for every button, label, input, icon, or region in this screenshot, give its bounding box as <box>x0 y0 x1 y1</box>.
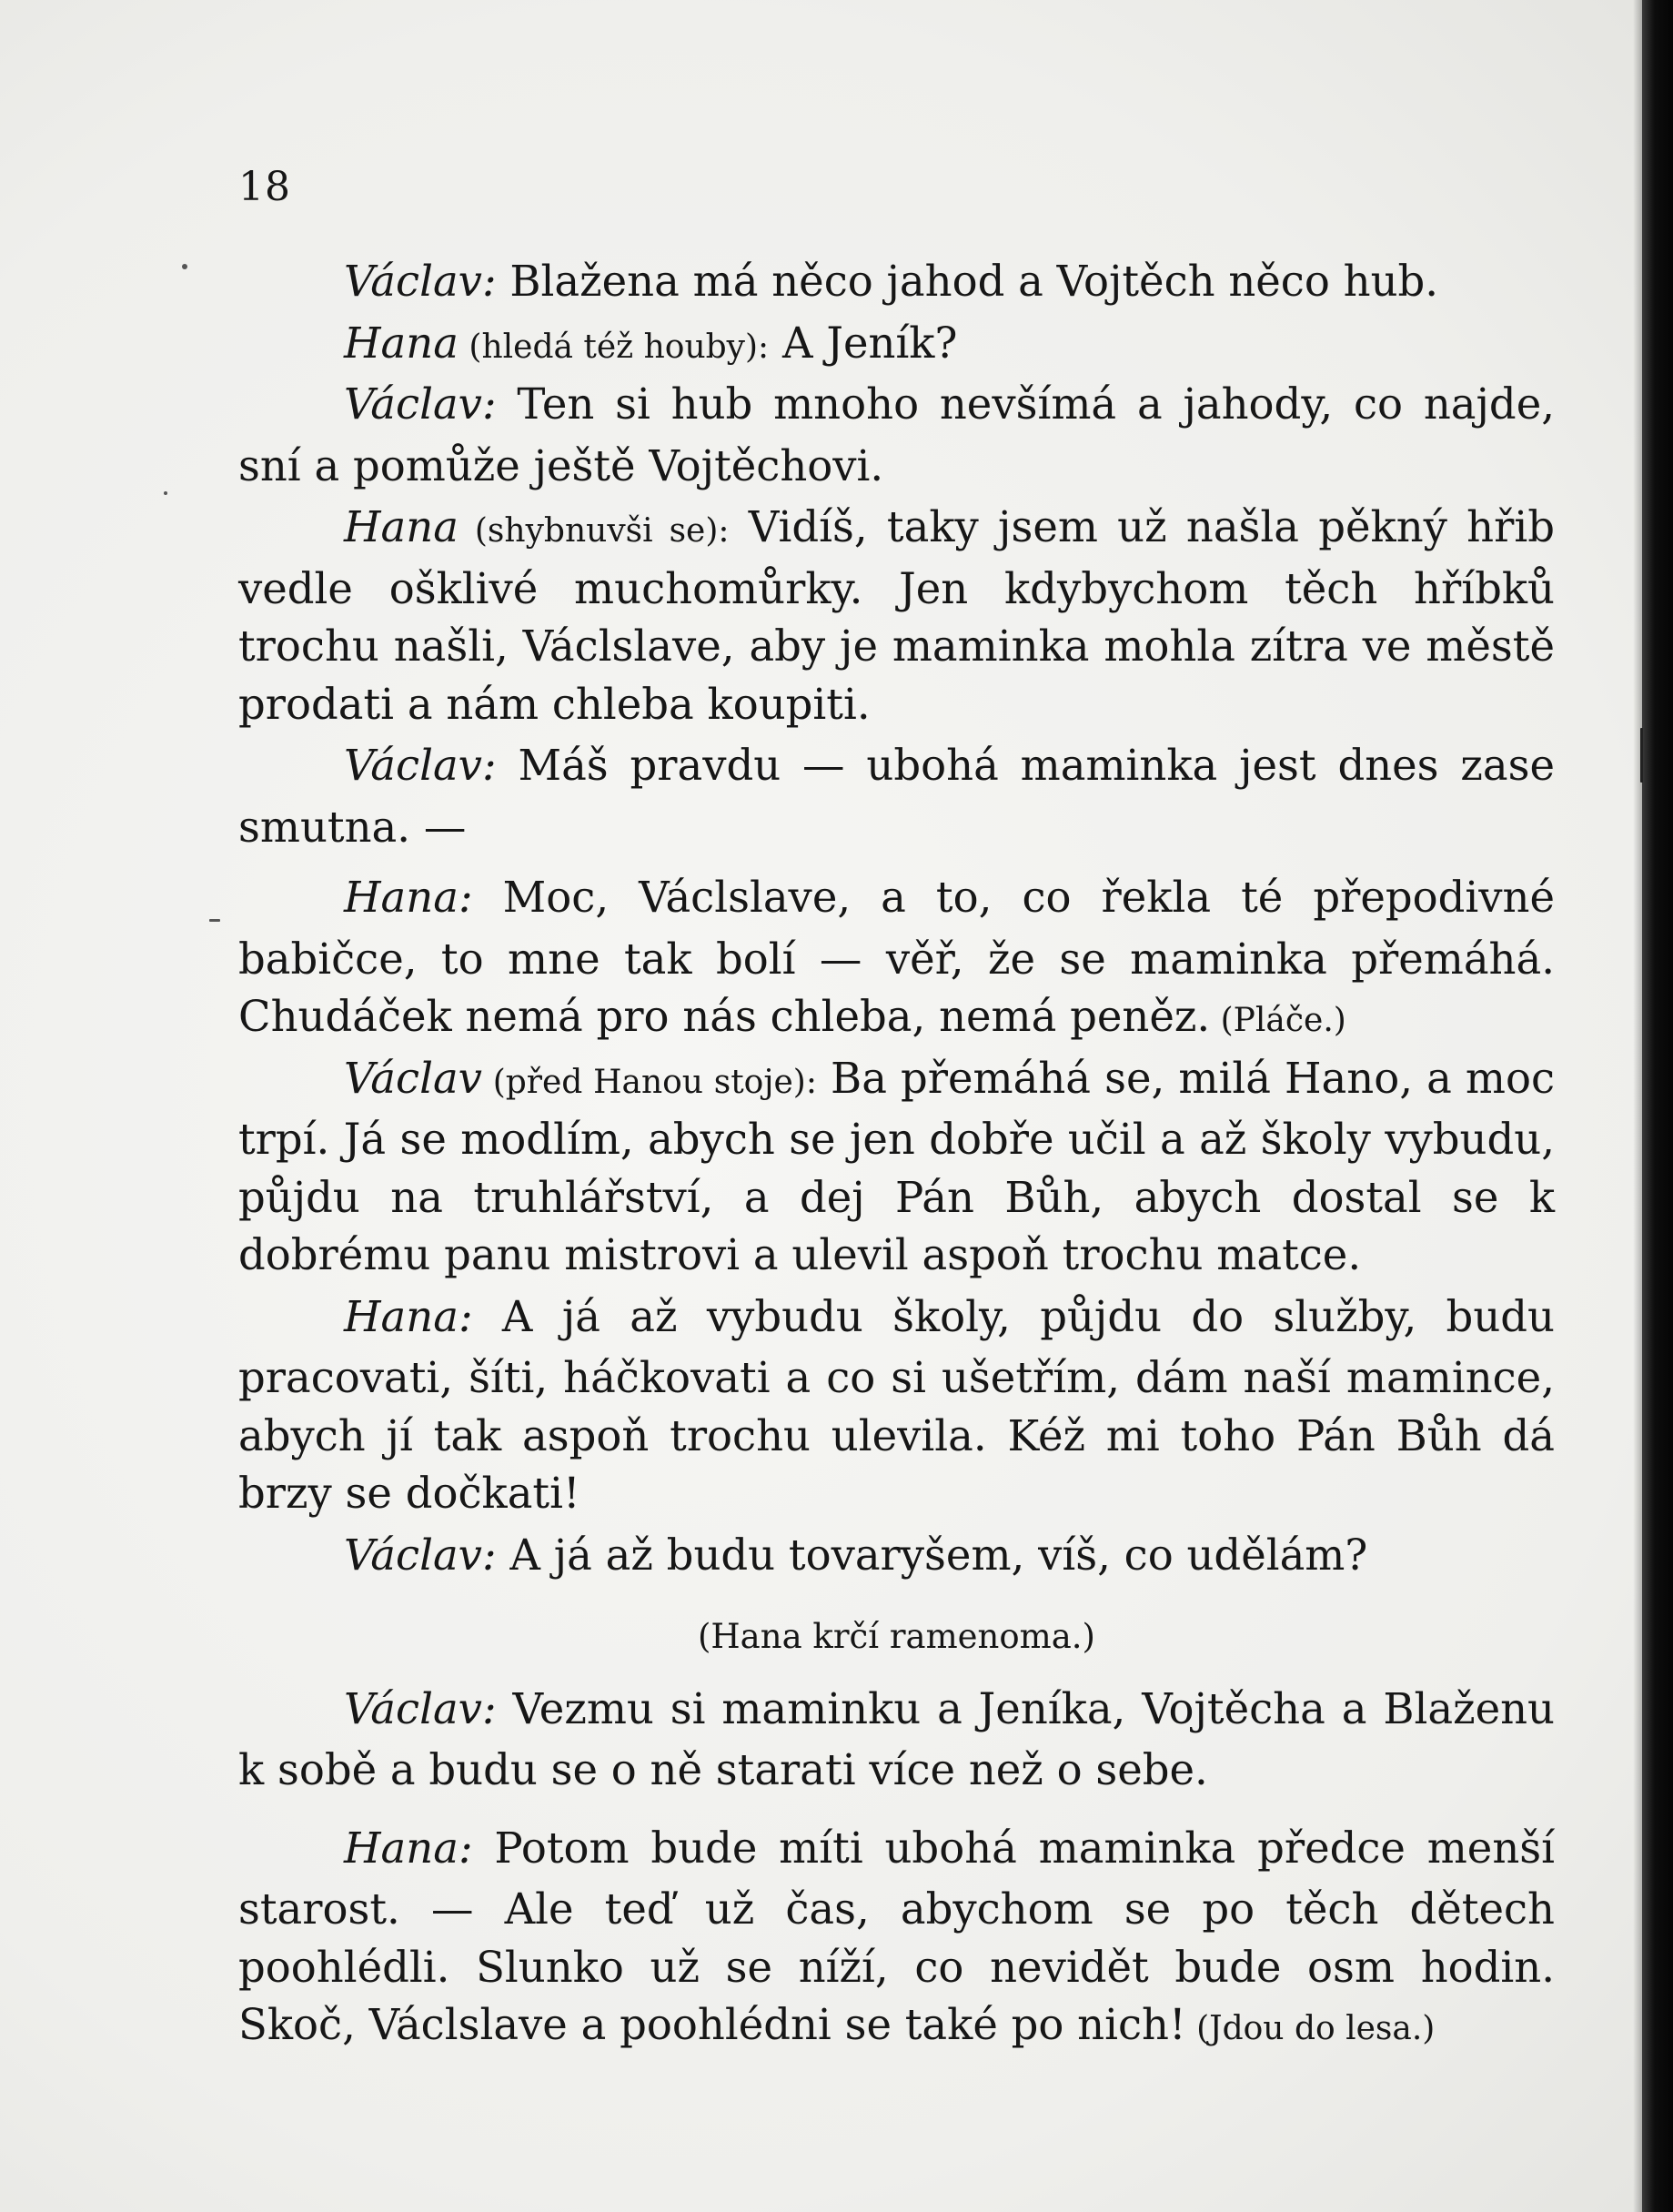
page-edge-shadow <box>1642 0 1673 2212</box>
dialogue-paragraph <box>238 1288 1555 1527</box>
dialogue-line: Vezmu si maminku a Jeníka, Vojtěcha a Blaženu k sobě a budu se o ně starati více než o sebe. <box>238 1683 1555 1794</box>
dialogue-paragraph <box>238 315 1555 377</box>
stage-direction: (shybnuvši se): <box>458 512 730 550</box>
page-edge-gradient <box>1633 0 1642 2212</box>
dialogue-paragraph <box>238 737 1555 860</box>
dialogue-line: Blažena má něco jahod a Vojtěch něco hub. <box>496 257 1439 306</box>
dialogue-paragraph <box>238 869 1555 1050</box>
speaker-name: Václav: <box>344 1530 497 1580</box>
dialogue-line: Ba přemáhá se, milá Hano, a moc trpí. Já se modlím, abych se jen dobře učil a až školy vybudu, půjdu na truhlářství, a dej Pán Bůh, abych dostal se k dobrému panu mistrovi a ulevil aspoň trochu matce. <box>238 1053 1555 1279</box>
dialogue-paragraph <box>238 1050 1555 1288</box>
speaker-name: Hana <box>344 502 459 551</box>
dialogue-line: Ten si hub mnoho nevšímá a jahody, co najde, sní a pomůže ještě Vojtěchovi. <box>238 379 1555 490</box>
dialogue-line: A Jeník? <box>769 318 958 368</box>
dialogue-line: Potom bude míti ubohá maminka předce menší starost. — Ale teď už čas, abychom se po těch dětech poohlédli. Slunko už se níží, co nevidět bude osm hodin. Skoč, Václslave a poohlédni se také po nich! <box>238 1823 1555 2049</box>
centered-stage-direction: (Hana krčí ramenoma.) <box>697 1617 1095 1656</box>
speaker-name: Václav: <box>344 257 497 306</box>
stage-direction: (před Hanou stoje): <box>481 1063 817 1101</box>
dialogue-text <box>238 253 1555 2058</box>
speaker-name: Václav: <box>344 1683 497 1733</box>
scan-speck <box>1640 728 1643 783</box>
speaker-name: Hana: <box>344 1291 473 1341</box>
dialogue-line: Vidíš, taky jsem už našla pěkný hřib vedle ošklivé muchomůrky. Jen kdybychom těch hříbků trochu našli, Václslave, aby je maminka mohla zítra ve městě prodati a nám chleba koupiti. <box>238 502 1555 729</box>
scan-speck <box>182 264 187 269</box>
dialogue-line: Moc, Václslave, a to, co řekla té přepodivné babičce, to mne tak bolí — věř, že se maminka přemáhá. Chudáček nemá pro nás chleba, nemá peněz. <box>238 873 1555 1041</box>
page-number: 18 <box>238 164 291 210</box>
speaker-name: Hana <box>344 318 459 368</box>
dialogue-paragraph <box>238 1820 1555 2058</box>
dialogue-paragraph <box>238 1681 1555 1803</box>
stage-direction: (hledá též houby): <box>458 328 770 366</box>
stage-direction-after: (Pláče.) <box>1210 1002 1346 1039</box>
speaker-name: Václav: <box>344 379 497 429</box>
scan-speck <box>209 919 220 922</box>
dialogue-line: A já až vybudu školy, půjdu do služby, budu pracovati, šíti, háčkovati a co si ušetřím, dám naší mamince, abych jí tak aspoň trochu ulevila. Kéž mi toho Pán Bůh dá brzy se dočkati! <box>238 1291 1555 1518</box>
dialogue-line: Máš pravdu — ubohá maminka jest dnes zase smutna. — <box>238 741 1555 852</box>
dialogue-paragraph <box>238 253 1555 315</box>
dialogue-paragraph <box>238 1527 1555 1589</box>
speaker-name: Hana: <box>344 1823 473 1873</box>
speaker-name: Hana: <box>344 873 473 922</box>
scan-speck <box>164 491 167 495</box>
speaker-name: Václav: <box>344 741 497 790</box>
dialogue-line: A já až budu tovaryšem, víš, co udělám? <box>496 1530 1368 1580</box>
dialogue-paragraph <box>238 376 1555 499</box>
speaker-name: Václav <box>344 1053 482 1103</box>
stage-direction-after: (Jdou do lesa.) <box>1185 2010 1436 2047</box>
dialogue-paragraph <box>238 499 1555 737</box>
